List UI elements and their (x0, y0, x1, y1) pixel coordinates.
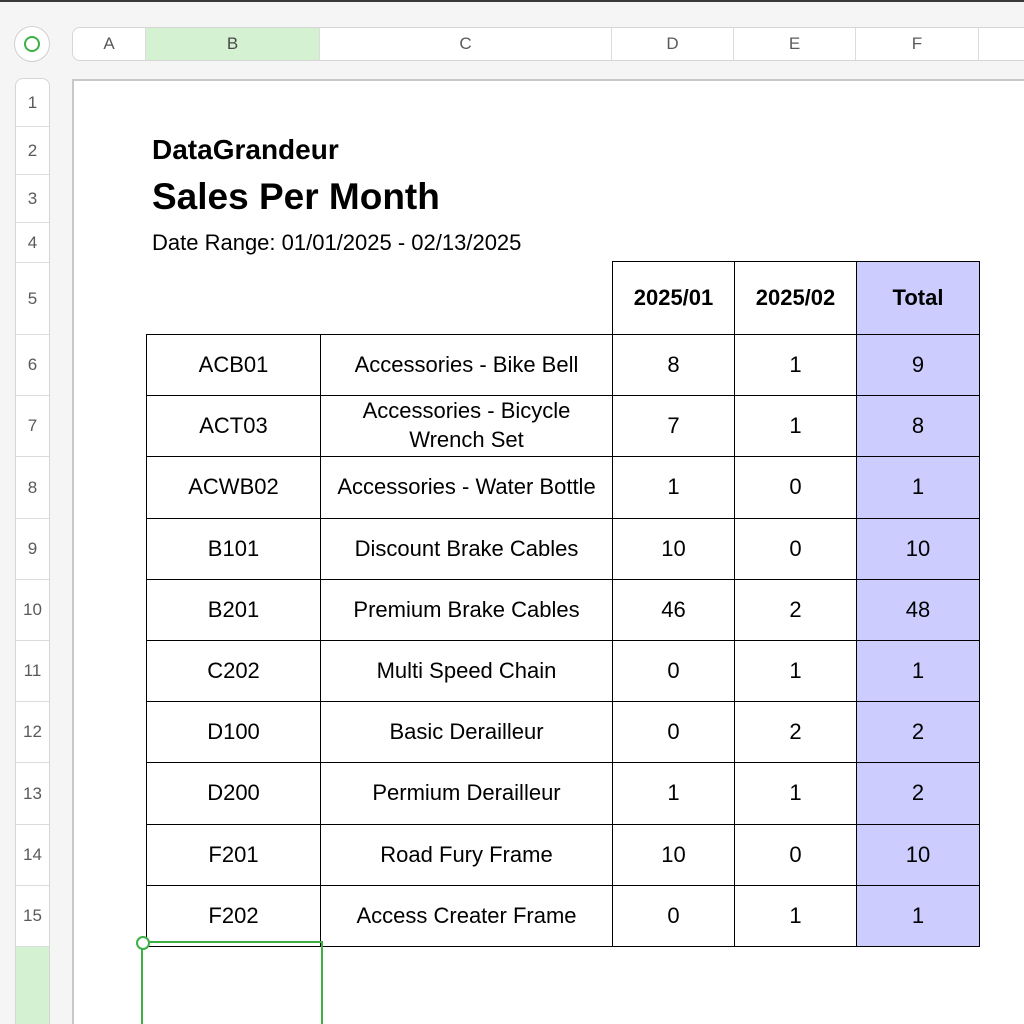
product-code-cell[interactable]: F201 (147, 825, 321, 886)
product-code-cell[interactable]: C202 (147, 641, 321, 702)
month-value-cell[interactable]: 10 (613, 519, 735, 580)
brand-name: DataGrandeur (152, 134, 339, 165)
month-value-cell[interactable]: 1 (735, 641, 857, 702)
table-row (147, 641, 980, 702)
month-header[interactable]: 2025/02 (735, 262, 857, 335)
month-value-cell[interactable]: 0 (735, 825, 857, 886)
month-value-cell[interactable]: 1 (613, 457, 735, 519)
blank-cell[interactable] (321, 262, 613, 335)
selection-handle[interactable] (136, 936, 150, 950)
column-header-bar (72, 27, 1024, 61)
product-code-cell[interactable]: F202 (147, 886, 321, 947)
product-code-cell[interactable]: D100 (147, 702, 321, 763)
product-name-cell[interactable]: Accessories - Water Bottle (321, 457, 613, 519)
total-value-cell[interactable]: 48 (857, 580, 980, 641)
total-value-cell[interactable]: 10 (857, 825, 980, 886)
month-value-cell[interactable]: 0 (735, 519, 857, 580)
row-header-6[interactable]: 6 (16, 335, 49, 396)
circle-icon (24, 36, 40, 52)
month-value-cell[interactable]: 1 (735, 763, 857, 825)
month-value-cell[interactable]: 1 (735, 886, 857, 947)
total-value-cell[interactable]: 2 (857, 702, 980, 763)
row-header-3[interactable]: 3 (16, 175, 49, 223)
window-top-rule (0, 0, 1024, 2)
month-value-cell[interactable]: 1 (735, 396, 857, 457)
column-header-c[interactable]: C (320, 28, 612, 60)
product-name-cell[interactable]: Road Fury Frame (321, 825, 613, 886)
row-header-16[interactable] (16, 947, 49, 1024)
month-value-cell[interactable]: 2 (735, 702, 857, 763)
date-range-label: Date Range: 01/01/2025 - 02/13/2025 (152, 230, 522, 255)
cell-selection-box[interactable] (141, 941, 323, 1024)
row-header-9[interactable]: 9 (16, 519, 49, 580)
blank-cell[interactable] (147, 262, 321, 335)
table-row (147, 763, 980, 825)
product-name-cell[interactable]: Discount Brake Cables (321, 519, 613, 580)
table-row (147, 580, 980, 641)
column-header-a[interactable]: A (73, 28, 146, 60)
table-row (147, 702, 980, 763)
report-title: Sales Per Month (152, 176, 440, 217)
row-header-1[interactable]: 1 (16, 79, 49, 127)
total-header[interactable]: Total (857, 262, 980, 335)
table-header-row (147, 262, 980, 335)
product-name-cell[interactable]: Accessories - Bicycle Wrench Set (321, 396, 613, 457)
product-name-cell[interactable]: Basic Derailleur (321, 702, 613, 763)
row-header-13[interactable]: 13 (16, 763, 49, 825)
row-header-2[interactable]: 2 (16, 127, 49, 175)
table-row (147, 825, 980, 886)
month-value-cell[interactable]: 1 (735, 335, 857, 396)
month-header[interactable]: 2025/01 (613, 262, 735, 335)
product-name-cell[interactable]: Access Creater Frame (321, 886, 613, 947)
product-name-cell[interactable]: Permium Derailleur (321, 763, 613, 825)
select-all-button[interactable] (14, 26, 50, 62)
total-value-cell[interactable]: 1 (857, 457, 980, 519)
table-row (147, 457, 980, 519)
total-value-cell[interactable]: 2 (857, 763, 980, 825)
row-header-12[interactable]: 12 (16, 702, 49, 763)
month-value-cell[interactable]: 2 (735, 580, 857, 641)
product-name-cell[interactable]: Multi Speed Chain (321, 641, 613, 702)
table-row (147, 335, 980, 396)
table-row (147, 886, 980, 947)
total-value-cell[interactable]: 9 (857, 335, 980, 396)
total-value-cell[interactable]: 10 (857, 519, 980, 580)
product-code-cell[interactable]: D200 (147, 763, 321, 825)
product-name-cell[interactable]: Premium Brake Cables (321, 580, 613, 641)
product-code-cell[interactable]: ACT03 (147, 396, 321, 457)
month-value-cell[interactable]: 10 (613, 825, 735, 886)
product-name-cell[interactable]: Accessories - Bike Bell (321, 335, 613, 396)
column-header-d[interactable]: D (612, 28, 734, 60)
product-code-cell[interactable]: B101 (147, 519, 321, 580)
table-row (147, 519, 980, 580)
sales-table (146, 261, 980, 947)
total-value-cell[interactable]: 8 (857, 396, 980, 457)
month-value-cell[interactable]: 0 (613, 886, 735, 947)
row-header-5[interactable]: 5 (16, 263, 49, 335)
row-header-7[interactable]: 7 (16, 396, 49, 457)
month-value-cell[interactable]: 1 (613, 763, 735, 825)
table-row (147, 396, 980, 457)
total-value-cell[interactable]: 1 (857, 641, 980, 702)
row-header-14[interactable]: 14 (16, 825, 49, 886)
month-value-cell[interactable]: 0 (613, 702, 735, 763)
product-code-cell[interactable]: ACWB02 (147, 457, 321, 519)
row-header-10[interactable]: 10 (16, 580, 49, 641)
month-value-cell[interactable]: 8 (613, 335, 735, 396)
row-header-8[interactable]: 8 (16, 457, 49, 519)
total-value-cell[interactable]: 1 (857, 886, 980, 947)
column-header-b[interactable]: B (146, 28, 320, 60)
month-value-cell[interactable]: 46 (613, 580, 735, 641)
column-header-f[interactable]: F (856, 28, 979, 60)
row-header-11[interactable]: 11 (16, 641, 49, 702)
month-value-cell[interactable]: 7 (613, 396, 735, 457)
row-header-4[interactable]: 4 (16, 223, 49, 263)
row-header-strip (15, 78, 50, 1024)
month-value-cell[interactable]: 0 (613, 641, 735, 702)
row-header-15[interactable]: 15 (16, 886, 49, 947)
month-value-cell[interactable]: 0 (735, 457, 857, 519)
product-code-cell[interactable]: B201 (147, 580, 321, 641)
product-code-cell[interactable]: ACB01 (147, 335, 321, 396)
column-header-e[interactable]: E (734, 28, 856, 60)
column-header-g[interactable] (979, 28, 1024, 60)
